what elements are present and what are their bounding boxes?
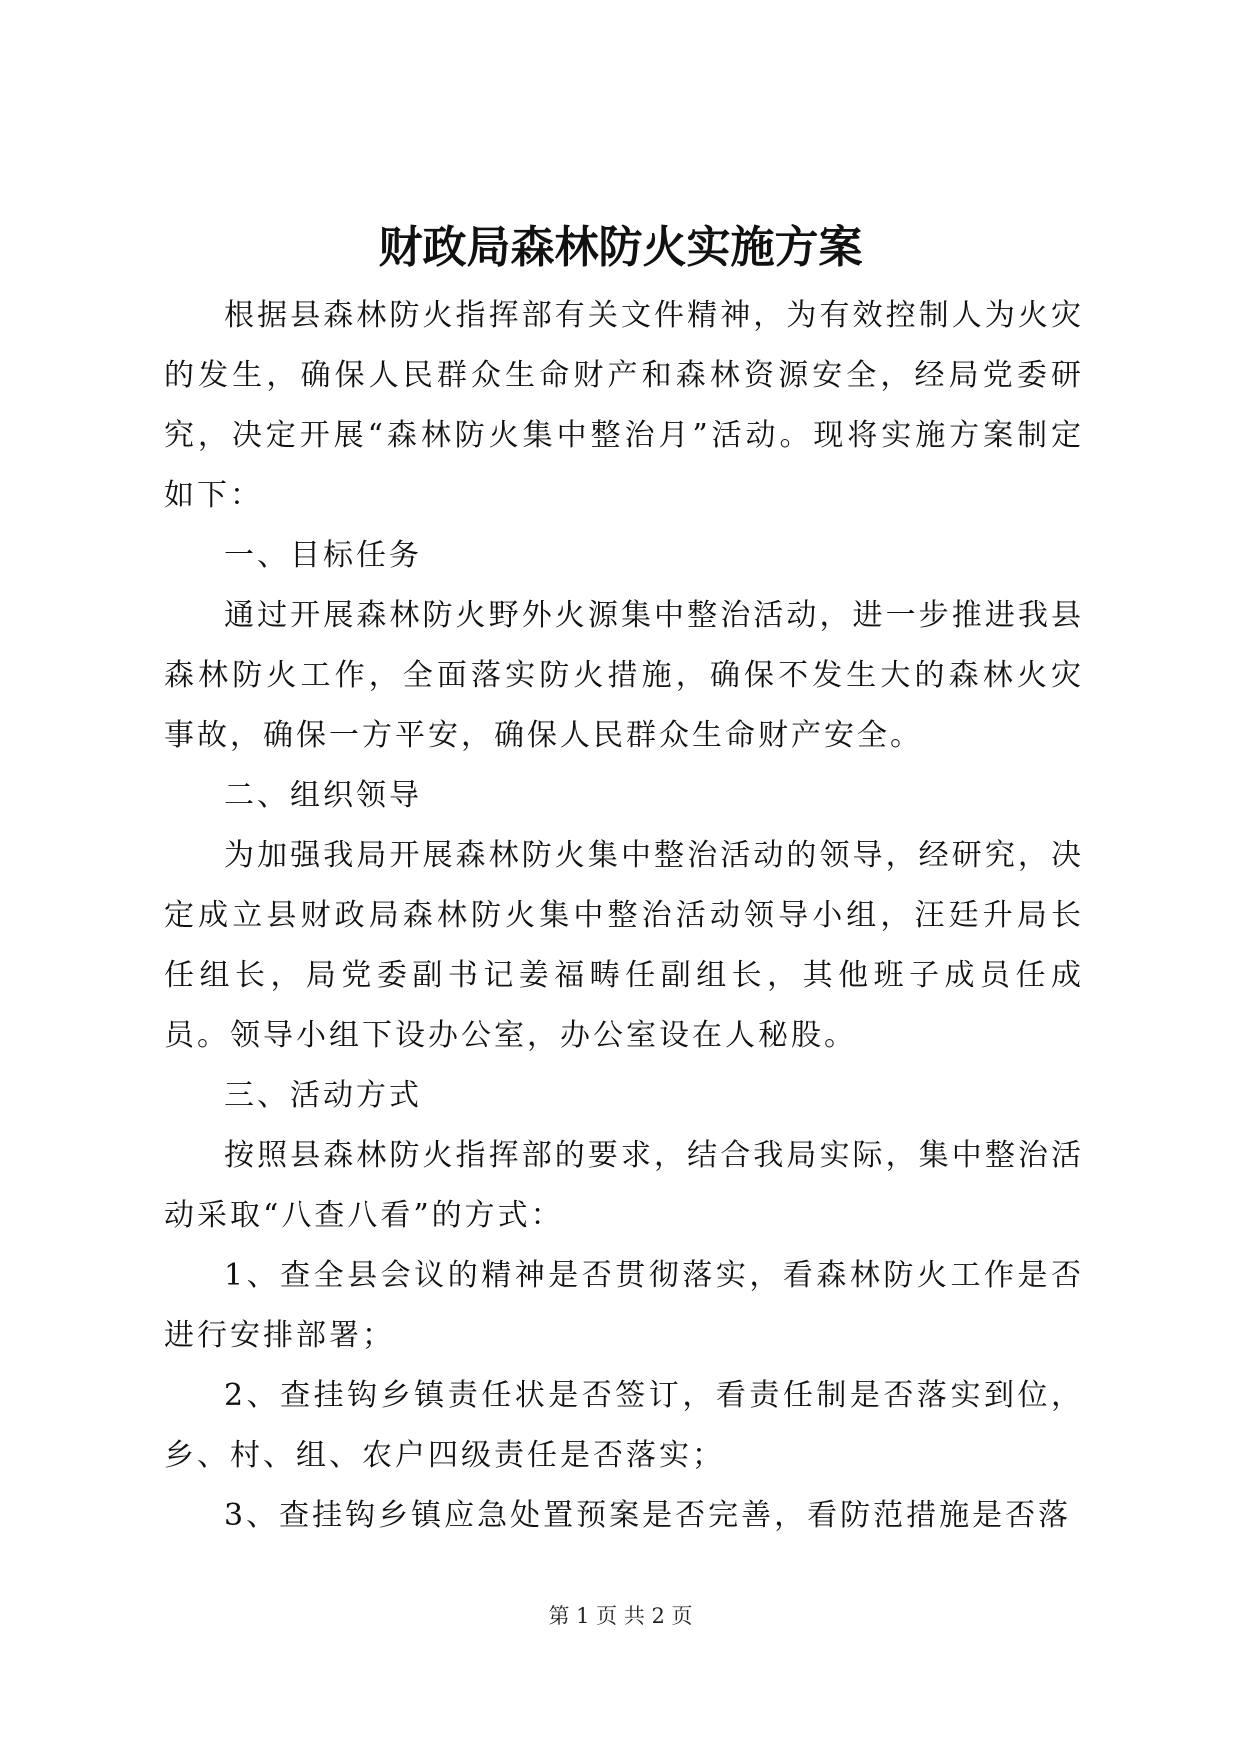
section-heading-leadership: 二、组织领导 <box>224 778 422 813</box>
document-body <box>164 286 1084 1546</box>
section-heading-methods: 三、活动方式 <box>224 1078 422 1113</box>
list-item-1: 1、查全县会议的精神是否贯彻落实，看森林防火工作是否进行安排部署； <box>164 1258 1084 1353</box>
paragraph-goals: 通过开展森林防火野外火源集中整治活动，进一步推进我县森林防火工作，全面落实防火措施，确保不发生大的森林火灾事故，确保一方平安，确保人民群众生命财产安全。 <box>164 598 1084 753</box>
page-footer: 第 1 页 共 2 页 <box>548 1604 693 1628</box>
list-item-3: 3、查挂钩乡镇应急处置预案是否完善，看防范措施是否落 <box>224 1498 1072 1533</box>
paragraph-leadership: 为加强我局开展森林防火集中整治活动的领导，经研究，决定成立县财政局森林防火集中整治活动领导小组，汪廷升局长任组长，局党委副书记姜福畴任副组长，其他班子成员任成员。领导小组下设办公室，办公室设在人秘股。 <box>164 838 1084 1053</box>
list-item-2: 2、查挂钩乡镇责任状是否签订，看责任制是否落实到位，乡、村、组、农户四级责任是否落实； <box>164 1378 1084 1473</box>
paragraph-methods: 按照县森林防火指挥部的要求，结合我局实际，集中整治活动采取“八查八看”的方式： <box>164 1138 1084 1233</box>
section-heading-goals: 一、目标任务 <box>224 538 422 573</box>
paragraph-intro: 根据县森林防火指挥部有关文件精神，为有效控制人为火灾的发生，确保人民群众生命财产和森林资源安全，经局党委研究，决定开展“森林防火集中整治月”活动。现将实施方案制定如下： <box>164 298 1084 513</box>
document-title: 财政局森林防火实施方案 <box>378 222 863 273</box>
